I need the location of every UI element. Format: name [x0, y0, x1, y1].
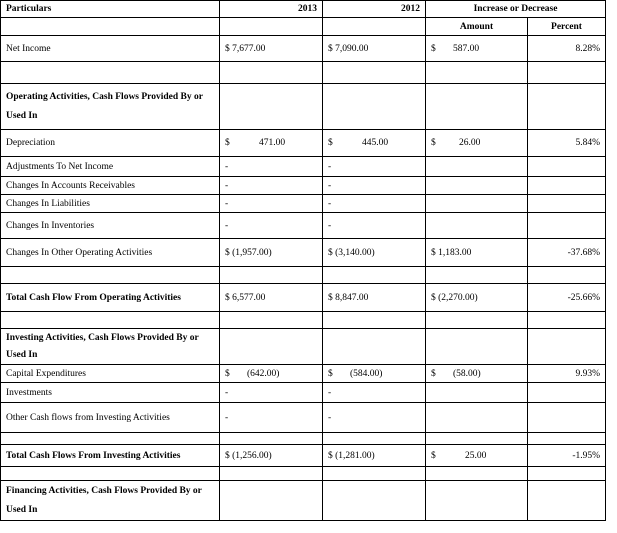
empty-cell	[220, 18, 323, 36]
amount-cell	[426, 130, 528, 157]
spacer-row	[1, 467, 606, 481]
table-row-capital-expenditures	[1, 365, 606, 383]
header-particulars: Particulars	[1, 1, 220, 18]
row-label: Financing Activities, Cash Flows Provided By or Used In	[1, 481, 220, 521]
currency-symbol: $	[431, 368, 436, 379]
section-heading-operating	[1, 84, 606, 130]
value-2012: -	[323, 157, 426, 177]
table-row-other-investing	[1, 403, 606, 433]
header-amount: Amount	[426, 18, 528, 36]
value-2013: $ 7,677.00	[220, 36, 323, 62]
row-label: Depreciation	[1, 130, 220, 157]
percent-value: 5.84%	[528, 130, 606, 157]
currency-symbol: $	[328, 368, 333, 379]
currency-symbol: $	[225, 368, 230, 379]
value-2012: -	[323, 383, 426, 403]
row-label: Changes In Inventories	[1, 213, 220, 239]
spacer-row	[1, 62, 606, 84]
table-row-net-income	[1, 36, 606, 62]
row-label: Changes In Accounts Receivables	[1, 177, 220, 195]
amount-value: 26.00	[459, 138, 481, 148]
row-label: Other Cash flows from Investing Activities	[1, 403, 220, 433]
value-2012: $ (3,140.00)	[323, 239, 426, 267]
section-heading-investing	[1, 329, 606, 365]
table-row-depreciation	[1, 130, 606, 157]
spacer-row	[1, 267, 606, 284]
value-2013: -	[220, 157, 323, 177]
value-2013: -	[220, 213, 323, 239]
empty-cell	[323, 18, 426, 36]
currency-symbol: $	[328, 138, 333, 148]
row-label: Total Cash Flow From Operating Activities	[1, 284, 220, 312]
table-row-other-operating	[1, 239, 606, 267]
table-row-inventories	[1, 213, 606, 239]
value-2013: $ 6,577.00	[220, 284, 323, 312]
header-increase-decrease: Increase or Decrease	[426, 1, 606, 18]
value-2012: $ (584.00)	[323, 365, 426, 383]
header-2012: 2012	[323, 1, 426, 18]
header-2013: 2013	[220, 1, 323, 18]
row-label: Capital Expenditures	[1, 365, 220, 383]
amount-cell	[426, 445, 528, 467]
spacer-row	[1, 433, 606, 445]
row-label: Changes In Liabilities	[1, 195, 220, 213]
subheader-row	[1, 18, 606, 36]
table-row-liabilities	[1, 195, 606, 213]
amount-value: $ 1,183.00	[426, 239, 528, 267]
amount-cell	[426, 36, 528, 62]
row-label: Operating Activities, Cash Flows Provided By or Used In	[1, 84, 220, 130]
value-2012: -	[323, 195, 426, 213]
table-row-adjustments	[1, 157, 606, 177]
header-percent: Percent	[528, 18, 606, 36]
value-2013: -	[220, 195, 323, 213]
percent-value: 8.28%	[528, 36, 606, 62]
currency-symbol: $	[225, 138, 230, 148]
value-2013: -	[220, 403, 323, 433]
amount-cell	[426, 365, 528, 383]
percent-value: 9.93%	[528, 365, 606, 383]
value-2013: -	[220, 383, 323, 403]
percent-value: -37.68%	[528, 239, 606, 267]
table-row-investments	[1, 383, 606, 403]
value-2012: $ 445.00	[323, 130, 426, 157]
amount-value: 587.00	[453, 43, 480, 54]
value-2012: -	[323, 403, 426, 433]
value-2013: $ (642.00)	[220, 365, 323, 383]
value-2012: -	[323, 177, 426, 195]
percent-value: -25.66%	[528, 284, 606, 312]
percent-value: -1.95%	[528, 445, 606, 467]
amount-value: 25.00	[465, 450, 487, 461]
value-2013: $ 471.00	[220, 130, 323, 157]
row-label: Investing Activities, Cash Flows Provided By or Used In	[1, 329, 220, 365]
value-2012: $ 7,090.00	[323, 36, 426, 62]
currency-symbol: $	[431, 43, 436, 54]
table-row-total-operating	[1, 284, 606, 312]
currency-symbol: $	[431, 450, 436, 461]
amount-value: (58.00)	[453, 368, 481, 379]
spacer-row	[1, 312, 606, 329]
row-label: Adjustments To Net Income	[1, 157, 220, 177]
value-2012: $ 8,847.00	[323, 284, 426, 312]
row-label: Total Cash Flows From Investing Activities	[1, 445, 220, 467]
table-row-accounts-receivables	[1, 177, 606, 195]
currency-symbol: $	[431, 138, 436, 148]
empty-cell	[1, 18, 220, 36]
row-label: Net Income	[1, 36, 220, 62]
value-2012: $ (1,281.00)	[323, 445, 426, 467]
value-2013: $ (1,256.00)	[220, 445, 323, 467]
row-label: Changes In Other Operating Activities	[1, 239, 220, 267]
table-row-total-investing	[1, 445, 606, 467]
value-2013: $ (1,957.00)	[220, 239, 323, 267]
value-2012: -	[323, 213, 426, 239]
value-2013: -	[220, 177, 323, 195]
section-heading-financing	[1, 481, 606, 521]
amount-value: $ (2,270.00)	[426, 284, 528, 312]
row-label: Investments	[1, 383, 220, 403]
header-row	[1, 1, 606, 18]
